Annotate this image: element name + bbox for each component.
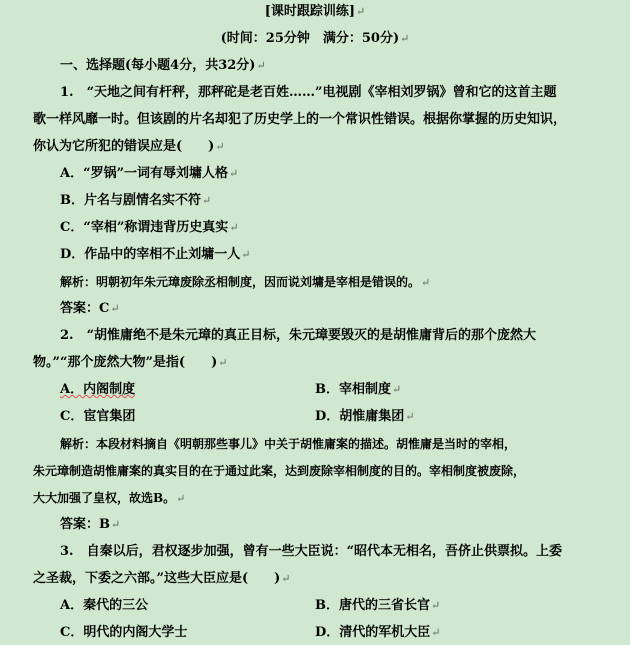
- q1-analysis: 解析：明朝初年朱元璋废除丞相制度，因而说刘墉是宰相是错误的。↵: [60, 275, 431, 289]
- q3-options-row-2: [60, 624, 630, 642]
- q1-option-b: B．片名与剧情名实不符↵: [60, 193, 212, 208]
- section-heading: 一、选择题(每小题4分，共32分)↵: [60, 58, 266, 73]
- q1-option-d: D．作品中的宰相不止刘墉一人↵: [60, 247, 251, 262]
- q1-stem-line-1: 1. “天地之间有杆秤，那秤砣是老百姓……”电视剧《宰相刘罗锅》曾和它的这首主题: [60, 85, 557, 100]
- q2-option-a: A．内阁制度: [60, 382, 136, 397]
- q1-stem-line-3: 你认为它所犯的错误应是( )↵: [33, 139, 225, 154]
- q3-stem-line-2: 之圣裁，下委之六部。”这些大臣应是( )↵: [33, 571, 291, 586]
- q3-stem-line-1: 3. 自秦以后，君权逐步加强，曾有一些大臣说：“昭代本无相名，吾侪止供票拟。上委: [60, 544, 563, 559]
- q2-analysis-line-2: 朱元璋制造胡惟庸案的真实目的在于通过此案，达到废除宰相制度的目的。宰相制度被废除，: [33, 464, 526, 478]
- q3-option-d: D．清代的军机大臣↵: [315, 625, 441, 640]
- q2-stem-line-1: 2. “胡惟庸绝不是朱元璋的真正目标，朱元璋要毁灭的是胡惟庸背后的那个庞然大: [60, 328, 537, 343]
- q2-answer: 答案：B↵: [60, 517, 121, 532]
- q3-option-a: A．秦代的三公: [60, 598, 149, 613]
- doc-title: [课时跟踪训练]↵: [264, 4, 366, 19]
- q2-options-row-1: [60, 381, 630, 399]
- q1-option-a: A．“罗锅”一词有辱刘墉人格↵: [60, 166, 239, 181]
- q2-analysis-line-3: 大大加强了皇权，故选B。↵: [33, 491, 186, 505]
- q2-options-row-2: [60, 408, 630, 426]
- q3-options-row-1: [60, 597, 630, 615]
- q1-stem-line-2: 歌一样风靡一时。但该剧的片名却犯了历史学上的一个常识性错误。根据你掌握的历史知识，: [33, 112, 567, 127]
- q2-option-b: B．宰相制度↵: [315, 382, 402, 397]
- q2-analysis-line-1: 解析：本段材料摘自《明朝那些事儿》中关于胡惟庸案的描述。胡惟庸是当时的宰相，: [60, 437, 517, 451]
- q2-option-d: D．胡惟庸集团↵: [315, 409, 415, 424]
- q3-option-b: B．唐代的三省长官↵: [315, 598, 441, 613]
- doc-meta: (时间：25分钟 满分：50分)↵: [220, 31, 410, 46]
- q2-option-c: C．宦官集团: [60, 409, 136, 424]
- q1-option-c: C．“宰相”称谓违背历史真实↵: [60, 220, 239, 235]
- q1-answer: 答案：C↵: [60, 301, 120, 316]
- q2-stem-line-2: 物。”“那个庞然大物”是指( )↵: [33, 355, 228, 370]
- q3-option-c: C．明代的内阁大学士: [60, 625, 188, 640]
